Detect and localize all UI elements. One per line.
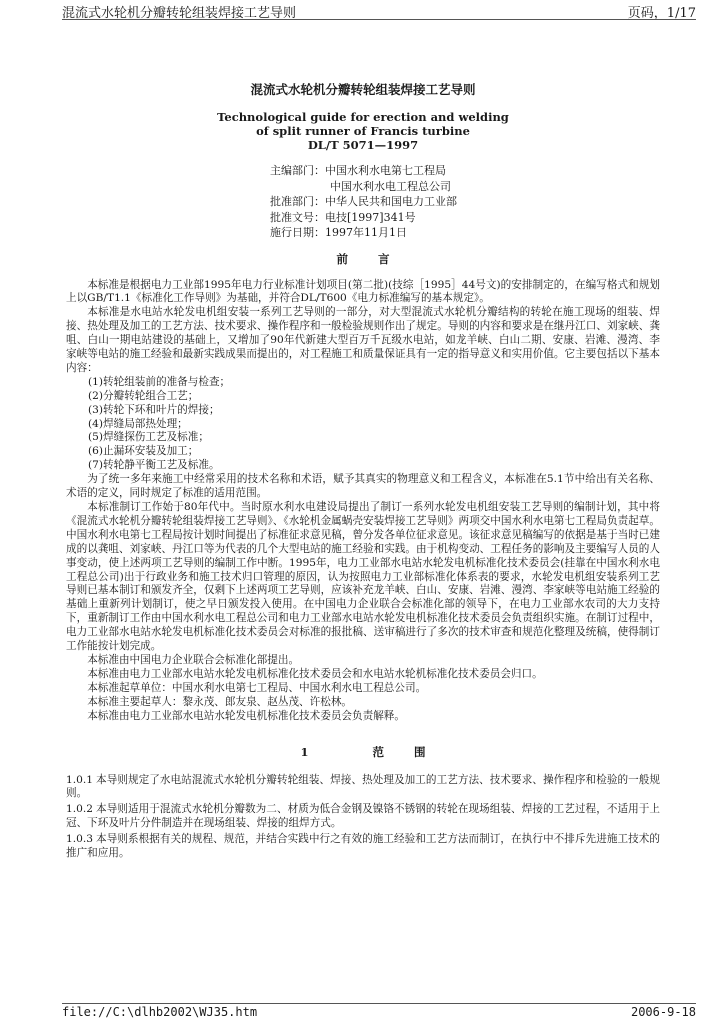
foreword-heading: 前言 — [336, 251, 420, 266]
list-item: (5)焊缝探伤工艺及标准； — [88, 431, 209, 444]
clause-text: 本导则适用于混流式水轮机分瓣数为二、材质为低合金钢及镍铬不锈钢的转轮在现场组装、焊接的工艺过程，不适用于上冠、下环及叶片分件制造并在现场组装、焊接的组焊方式。 — [66, 803, 660, 830]
paragraph: 本标准是根据电力工业部1995年电力行业标准计划项目(第二批)(技综［1995］44号文)的安排制定的，在编写格式和规划上以GB/T1.1《标准化工作导则》为基础，并符合DL/T600《电力标准编写的基本规定》。 — [66, 278, 660, 305]
header-divider — [62, 19, 696, 20]
page-header — [0, 0, 724, 20]
document-title-cn: 混流式水轮机分瓣转轮组装焊接工艺导则 — [250, 82, 476, 97]
paragraph: 本标准起草单位：中国水利水电第七工程局、中国水利水电工程总公司。 — [87, 681, 427, 694]
clause-text: 本导则系根据有关的规程、规范，并结合实践中行之有效的施工经验和工艺方法而制订，在执行中不排斥先进施工技术的推广和应用。 — [66, 833, 660, 860]
meta-row-approver — [270, 194, 660, 210]
paragraph: 为了统一多年来施工中经常采用的技术名称和术语，赋予其真实的物理意义和工程含义，本标准在5.1节中给出有关名称、术语的定义，同时规定了标准的适用范围。 — [66, 473, 660, 500]
meta-label: 批准文号： — [270, 210, 325, 224]
print-date: 2006-9-18 — [630, 1005, 696, 1019]
clause — [66, 774, 660, 802]
meta-row-effective-date — [270, 225, 660, 241]
clause — [66, 803, 660, 831]
list-item: (6)止漏环安装及加工； — [88, 445, 199, 458]
meta-label: 主编部门： — [270, 164, 325, 177]
meta-row-approval-no — [270, 210, 660, 226]
meta-value: 电技[1997]341号 — [325, 210, 416, 224]
document-title-en-line-1: Technological guide for erection and welding — [217, 110, 509, 124]
meta-row-editor-2 — [270, 179, 660, 195]
meta-value: 中国水利水电工程总公司 — [330, 179, 451, 193]
list-item: (2)分瓣转轮组合工艺； — [88, 389, 199, 402]
section-heading-scope: 1 范围 — [300, 744, 456, 759]
paragraph: 本标准由中国电力企业联合会标准化部提出。 — [87, 653, 300, 666]
paragraph: 本标准由电力工业部水电站水轮发电机标准化技术委员会负责解释。 — [87, 709, 405, 722]
paragraph: 本标准是水电站水轮发电机组安装一系列工艺导则的一部分，对大型混流式水轮机分瓣结构的转轮在施工现场的组装、焊接、热处理及加工的工艺方法、技术要求、操作程序和一般检验规则作出了规定。导则的内容和要求是在继丹江口、刘家峡、龚咀、白山一期电站建设的基础上，又增加了90年代新建大型百万千瓦级水电站，如龙羊峡、白山二期、安康、岩滩、漫湾、李家峡等电站的施工经验和最新实践成果而提出的，对工程施工和质量保证具有一定的指导意义和实用价值。它主要包括以下基本内容： — [66, 306, 660, 374]
clause — [66, 833, 660, 861]
approval-info — [66, 163, 660, 241]
meta-value: 1997年11月1日 — [325, 226, 407, 239]
list-item: (3)转轮下环和叶片的焊接； — [88, 403, 220, 416]
meta-value: 中华人民共和国电力工业部 — [325, 195, 457, 208]
clause-number: 1.0.2 — [66, 803, 93, 816]
paragraph: 本标准制订工作始于80年代中。当时原水利水电建设局提出了制订一系列水轮发电机组安装工艺导则的编制计划，其中将《混流式水轮机分瓣转轮组装焊接工艺导则》、《水轮机金属蜗壳安装焊接工艺导则》两项交中国水利水电第七工程局负责起草。中国水利水电第七工程局按计划时间提出了标准征求意见稿，曾分发各单位征求意见。该征求意见稿编写的依据是基于当时已建成的以龚咀、刘家峡、丹江口等为代表的几个大型电站的施工经验和实践。由于机构变动、工程任务的影响及主要编写人员的人事变动，使上述两项工艺导则的编制工作中断。1995年，电力工业部水电站水轮发电机标准化技术委员会(挂靠在中国水利水电工程总公司)出于行政业务和施工技术归口管理的原因，认为按照电力工业部标准化体系表的要求，水轮发电机组安装系列工艺导则已基本制订和颁发齐全，仅剩下上述两项工艺导则，应该补充龙羊峡、白山、安康、岩滩、漫湾、李家峡等电站施工经验的基础上重新列计划制订，使之早日颁发投入使用。在中国电力企业联合会标准化部的领导下，在电力工业部水农司的大力支持下，重新制订工作由中国水利水电工程总公司和电力工业部水电站水轮发电机标准化技术委员会负责组织实施。在制订过程中，电力工业部水电站水轮发电机标准化技术委员会对标准的报批稿、送审稿进行了多次的技术审查和规范化整理及统稿，使得制订工作能按计划完成。 — [66, 501, 660, 653]
footer-divider — [62, 1003, 696, 1004]
header-title: 混流式水轮机分瓣转轮组装焊接工艺导则 — [62, 6, 297, 21]
standard-number: DL/T 5071—1997 — [307, 138, 419, 152]
list-item: (1)转轮组装前的准备与检查； — [88, 375, 231, 388]
file-path: file://C:\dlhb2002\WJ35.htm — [62, 1005, 258, 1019]
paragraph: 本标准由电力工业部水电站水轮发电机标准化技术委员会和水电站水轮机标准化技术委员会归口。 — [87, 667, 543, 680]
list-item: (4)焊缝局部热处理； — [88, 417, 188, 430]
page-footer — [62, 1005, 696, 1021]
paragraph: 本标准主要起草人：黎永茂、郎友泉、赵丛茂、许松林。 — [87, 695, 353, 708]
clause-text: 本导则规定了水电站混流式水轮机分瓣转轮组装、焊接、热处理及加工的工艺方法、技术要求、操作程序和检验的一般规则。 — [66, 773, 660, 800]
meta-row-editor — [270, 163, 660, 179]
list-item: (7)转轮静平衡工艺及标准。 — [88, 459, 220, 472]
document-title-en-line-2: of split runner of Francis turbine — [256, 124, 470, 138]
page-number: 页码，1/17 — [627, 6, 696, 21]
clause-number: 1.0.1 — [66, 773, 93, 786]
meta-label: 施行日期： — [270, 226, 325, 239]
clause-number: 1.0.3 — [66, 833, 93, 846]
meta-value: 中国水利水电第七工程局 — [325, 164, 446, 177]
meta-label: 批准部门： — [270, 195, 325, 208]
document-body — [66, 80, 660, 863]
